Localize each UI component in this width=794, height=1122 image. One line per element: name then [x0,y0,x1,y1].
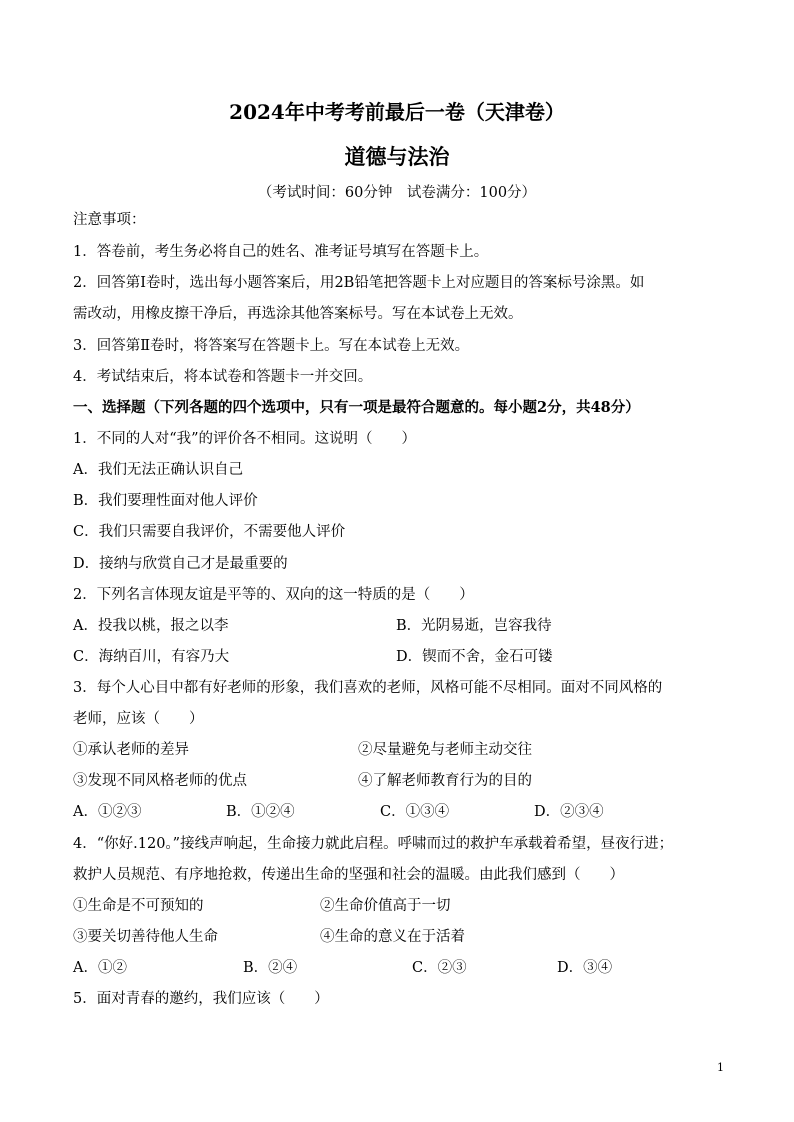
question-4-stem-cont: 救护人员规范、有序地抢救，传递出生命的坚强和社会的温暖。由此我们感到（ ） [73,867,624,883]
exam-title: 2024年中考考前最后一卷（天津卷） [229,100,565,124]
question-4-option-b: B．②④ [243,960,298,976]
note-item: 3．回答第Ⅱ卷时，将答案写在答题卡上。写在本试卷上无效。 [73,338,470,354]
subject-title: 道德与法治 [344,144,450,169]
question-4-item: ②生命价值高于一切 [320,898,451,914]
page-number: 1 [717,1061,724,1074]
note-item: 1．答卷前，考生务必将自己的姓名、准考证号填写在答题卡上。 [73,244,489,260]
question-2-option-a: A．投我以桃，报之以李 [73,618,229,634]
question-3-stem-cont: 老师，应该（ ） [73,711,204,727]
question-3-option-a: A．①②③ [73,804,142,820]
question-5-stem: 5．面对青春的邀约，我们应该（ ） [73,991,329,1007]
question-2-option-c: C．海纳百川，有容乃大 [73,649,230,665]
question-3-option-d: D．②③④ [534,804,604,820]
question-2-option-d: D．锲而不舍，金石可镂 [396,649,553,665]
question-3-stem: 3．每个人心目中都有好老师的形象，我们喜欢的老师，风格可能不尽相同。面对不同风格的 [73,680,663,696]
question-1-option-a: A．我们无法正确认识自己 [73,462,243,478]
question-1-option-c: C．我们只需要自我评价，不需要他人评价 [73,524,346,540]
notes-heading: 注意事项： [73,212,146,228]
question-2-stem: 2．下列名言体现友谊是平等的、双向的这一特质的是（ ） [73,587,474,603]
question-4-item: ③要关切善待他人生命 [73,929,218,945]
question-4-stem: 4．“你好.120。”接线声响起，生命接力就此启程。呼啸而过的救护车承载着希望，昼夜行进； [73,836,674,852]
question-3-item: ②尽量避免与老师主动交往 [358,742,532,758]
exam-info: （考试时间：60分钟 试卷满分：100分） [257,185,537,201]
question-3-item: ④了解老师教育行为的目的 [358,773,532,789]
question-1-stem: 1．不同的人对“我”的评价各不相同。这说明（ ） [73,431,417,447]
question-4-option-d: D．③④ [557,960,613,976]
question-3-item: ①承认老师的差异 [73,742,189,758]
question-1-option-b: B．我们要理性面对他人评价 [73,493,258,509]
question-1-option-d: D．接纳与欣赏自己才是最重要的 [73,556,288,572]
note-item: 4．考试结束后，将本试卷和答题卡一并交回。 [73,369,373,385]
question-4-item: ④生命的意义在于活着 [320,929,465,945]
question-4-option-c: C．②③ [412,960,467,976]
question-4-item: ①生命是不可预知的 [73,898,204,914]
question-3-item: ③发现不同风格老师的优点 [73,773,247,789]
question-3-option-b: B．①②④ [226,804,295,820]
question-2-option-b: B．光阴易逝，岂容我待 [396,618,552,634]
note-item: 需改动，用橡皮擦干净后，再选涂其他答案标号。写在本试卷上无效。 [73,306,523,322]
question-3-option-c: C．①③④ [380,804,450,820]
section-heading: 一、选择题（下列各题的四个选项中，只有一项是最符合题意的。每小题2分，共48分） [73,399,640,416]
note-item: 2．回答第Ⅰ卷时，选出每小题答案后，用2B铅笔把答题卡上对应题目的答案标号涂黑。如 [73,275,645,291]
question-4-option-a: A．①② [73,960,127,976]
